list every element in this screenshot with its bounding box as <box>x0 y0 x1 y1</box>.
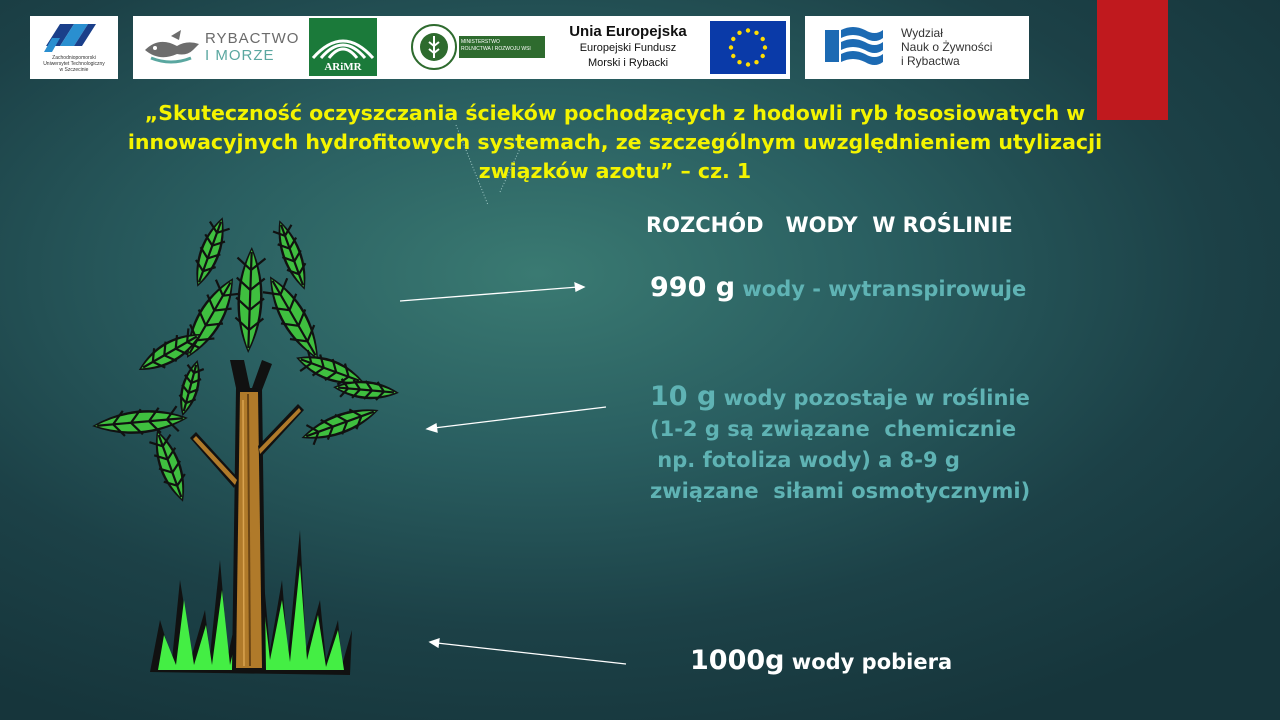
arrow-retained <box>427 407 606 432</box>
leaf-icon <box>234 247 266 354</box>
arimr-text: ARiMR <box>324 61 362 73</box>
retained-text: wody pozostaje w roślinie <box>716 386 1030 410</box>
title-line-1: „Skuteczność oczyszczania ścieków pochodzących z hodowli ryb łososiowatych w <box>144 101 1086 125</box>
retained-line-3: np. fotoliza wody) a 8-9 g <box>650 448 960 472</box>
ministry-text-1: MINISTERSTWO <box>461 39 500 45</box>
dotted-line-2 <box>500 140 524 192</box>
morze-text: I MORZE <box>205 47 275 64</box>
eu-text-2: Morski i Rybacki <box>587 57 669 69</box>
uptake-row <box>690 645 952 676</box>
uptake-amount: 1000g <box>690 645 785 676</box>
title-line-2: innowacyjnych hydrofitowych systemach, ze szczególnym uwzględnieniem utylizacji <box>127 130 1103 154</box>
zut-text-3: w Szczecinie <box>59 67 89 73</box>
transpiration-row <box>650 272 1026 303</box>
transpiration-amount: 990 g <box>650 272 736 303</box>
water-balance-heading: ROZCHÓD WODY W ROŚLINIE <box>646 213 1013 237</box>
eu-title: Unia Europejska <box>569 23 687 40</box>
leaf-icon <box>298 400 382 448</box>
title-line-3: związków azotu” – cz. 1 <box>478 159 752 183</box>
faculty-text-3: i Rybactwa <box>901 54 960 68</box>
retained-line-4: związane siłami osmotycznymi) <box>650 479 1031 503</box>
ministry-text-2: ROLNICTWA I ROZWOJU WSI <box>461 46 531 52</box>
zut-text-1: Zachodniopomorski <box>52 55 96 61</box>
trunk-icon <box>190 360 304 670</box>
retained-amount: 10 g <box>650 381 717 412</box>
leaf-icon <box>187 214 232 291</box>
zut-text-2: Uniwersytet Technologiczny <box>43 61 105 67</box>
leaf-icon <box>332 378 399 402</box>
eu-text-1: Europejski Fundusz <box>579 42 677 54</box>
retained-line-2: (1-2 g są związane chemicznie <box>650 417 1017 441</box>
leaf-icon <box>146 426 193 505</box>
transpiration-text: wody - wytranspirowuje <box>735 277 1027 301</box>
leaf-icon <box>258 269 330 366</box>
faculty-text-2: Nauk o Żywności <box>901 40 993 54</box>
arrow-uptake <box>430 639 626 664</box>
rybactwo-text: RYBACTWO <box>205 30 300 47</box>
dotted-line <box>456 125 488 205</box>
leaf-icon <box>91 405 189 438</box>
retained-block <box>650 381 1030 507</box>
arrow-transpiration <box>400 283 584 301</box>
faculty-text-1: Wydział <box>901 26 943 40</box>
leaf-icon <box>174 358 205 418</box>
uptake-text: wody pobiera <box>784 650 953 674</box>
